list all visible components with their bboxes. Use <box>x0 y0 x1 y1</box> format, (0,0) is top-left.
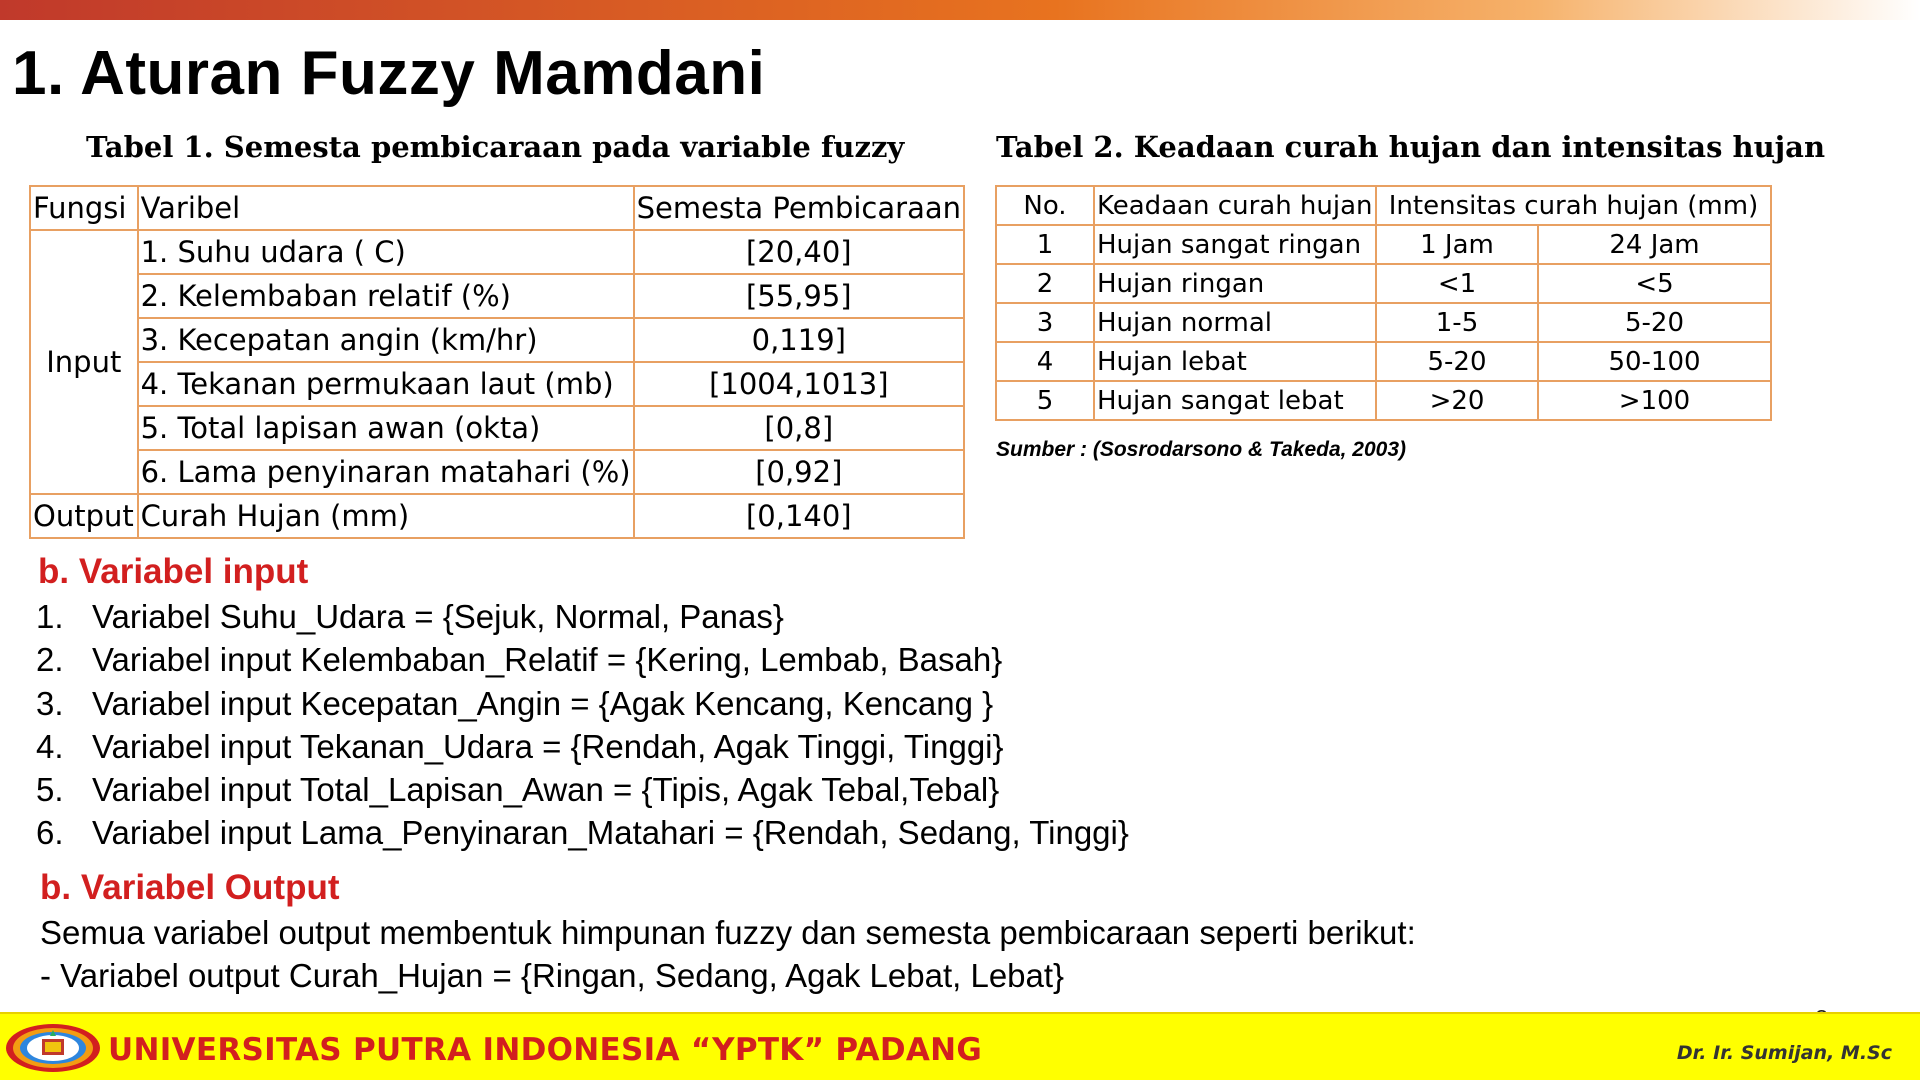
rainfall-intensity-table <box>995 185 1772 421</box>
table2-source: Sumber : (Sosrodarsono & Takeda, 2003) <box>996 438 1407 461</box>
list-item-number: 1. <box>36 598 64 635</box>
list-item <box>36 768 1129 811</box>
table-row-output <box>30 494 964 538</box>
universe-of-discourse-table <box>29 185 965 539</box>
variable-cell: 6. Lama penyinaran matahari (%) <box>138 450 634 494</box>
header-no: No. <box>996 186 1094 225</box>
table-header-row <box>30 186 964 230</box>
subheader-1-jam: 1 Jam <box>1376 225 1538 264</box>
university-logo-icon <box>4 1022 102 1074</box>
output-variable-line: - Variabel output Curah_Hujan = {Ringan, Sedang, Agak Lebat, Lebat} <box>40 957 1065 994</box>
table-row <box>30 362 964 406</box>
list-item-number: 6. <box>36 814 64 852</box>
table-row <box>996 342 1771 381</box>
list-item-number: 4. <box>36 727 64 765</box>
rain-state-cell: Hujan normal <box>1094 303 1376 342</box>
intensity-1h-cell: 1-5 <box>1376 303 1538 342</box>
list-item-number: 2. <box>36 641 64 679</box>
list-item-number: 5. <box>36 771 64 809</box>
intensity-1h-cell: <1 <box>1376 264 1538 303</box>
top-accent-bar <box>0 0 1920 20</box>
intensity-24h-cell: 50-100 <box>1538 342 1771 381</box>
output-description: Semua variabel output membentuk himpunan fuzzy dan semesta pembicaraan seperti berikut: <box>40 914 1416 951</box>
range-cell: [20,40] <box>634 230 964 274</box>
table-row <box>996 303 1771 342</box>
rain-state-cell: Hujan lebat <box>1094 342 1376 381</box>
range-cell: [55,95] <box>634 274 964 318</box>
list-item <box>36 811 1129 854</box>
rain-state-cell: Hujan ringan <box>1094 264 1376 303</box>
intensity-24h-cell: 5-20 <box>1538 303 1771 342</box>
list-item-text: Variabel input Kecepatan_Angin = {Agak Kencang, Kencang } <box>92 684 994 722</box>
rain-state-cell: Hujan sangat ringan <box>1094 225 1376 264</box>
variable-cell: 5. Total lapisan awan (okta) <box>138 406 634 450</box>
input-section-title: b. Variabel input <box>38 552 309 591</box>
list-item-number: 3. <box>36 684 64 722</box>
row-number-cell: 2 <box>996 264 1094 303</box>
range-cell: 0,119] <box>634 318 964 362</box>
table2-caption: Tabel 2. Keadaan curah hujan dan intensitas hujan <box>996 130 1826 164</box>
output-function-cell: Output <box>30 494 138 538</box>
author-name: Dr. Ir. Sumijan, M.Sc <box>1676 1042 1892 1064</box>
variable-cell: Curah Hujan (mm) <box>138 494 634 538</box>
table-row <box>30 318 964 362</box>
table-header-row <box>996 186 1771 225</box>
header-intensitas: Intensitas curah hujan (mm) <box>1376 186 1771 225</box>
list-item-text: Variabel input Kelembaban_Relatif = {Kering, Lembab, Basah} <box>92 641 1003 679</box>
variable-cell: 1. Suhu udara ( C) <box>138 230 634 274</box>
subheader-24-jam: 24 Jam <box>1538 225 1771 264</box>
range-cell: [0,8] <box>634 406 964 450</box>
variable-cell: 3. Kecepatan angin (km/hr) <box>138 318 634 362</box>
range-cell: [0,140] <box>634 494 964 538</box>
intensity-1h-cell: >20 <box>1376 381 1538 420</box>
variable-cell: 2. Kelembaban relatif (%) <box>138 274 634 318</box>
list-item <box>36 595 1129 638</box>
list-item <box>36 638 1129 681</box>
list-item-text: Variabel input Total_Lapisan_Awan = {Tipis, Agak Tebal,Tebal} <box>92 771 1000 809</box>
row-number-cell: 1 <box>996 225 1094 264</box>
intensity-24h-cell: <5 <box>1538 264 1771 303</box>
list-item-text: Variabel Suhu_Udara = {Sejuk, Normal, Panas} <box>92 598 784 635</box>
table-row <box>30 450 964 494</box>
slide-title: 1. Aturan Fuzzy Mamdani <box>12 39 766 108</box>
rain-state-cell: Hujan sangat lebat <box>1094 381 1376 420</box>
table1-caption: Tabel 1. Semesta pembicaraan pada variable fuzzy <box>86 130 905 164</box>
list-item <box>36 725 1129 768</box>
table-row <box>996 264 1771 303</box>
header-semesta: Semesta Pembicaraan <box>634 186 964 230</box>
range-cell: [0,92] <box>634 450 964 494</box>
variable-cell: 4. Tekanan permukaan laut (mb) <box>138 362 634 406</box>
input-variable-list <box>36 595 1129 855</box>
intensity-1h-cell: 5-20 <box>1376 342 1538 381</box>
list-item-text: Variabel input Lama_Penyinaran_Matahari = {Rendah, Sedang, Tinggi} <box>92 814 1129 852</box>
table-row <box>30 274 964 318</box>
header-keadaan: Keadaan curah hujan <box>1094 186 1376 225</box>
intensity-24h-cell: >100 <box>1538 381 1771 420</box>
row-number-cell: 4 <box>996 342 1094 381</box>
table-row <box>30 406 964 450</box>
range-cell: [1004,1013] <box>634 362 964 406</box>
university-name: UNIVERSITAS PUTRA INDONESIA “YPTK” PADANG <box>108 1032 983 1068</box>
row-number-cell: 5 <box>996 381 1094 420</box>
header-fungsi: Fungsi <box>30 186 138 230</box>
list-item <box>36 682 1129 725</box>
footer-band <box>0 1012 1920 1080</box>
row-number-cell: 3 <box>996 303 1094 342</box>
table-row <box>996 225 1771 264</box>
input-function-cell: Input <box>30 230 138 494</box>
list-item-text: Variabel input Tekanan_Udara = {Rendah, Agak Tinggi, Tinggi} <box>92 727 1004 765</box>
table-row <box>30 230 964 274</box>
output-section-title: b. Variabel Output <box>40 868 340 907</box>
header-varibel: Varibel <box>138 186 634 230</box>
table-row <box>996 381 1771 420</box>
